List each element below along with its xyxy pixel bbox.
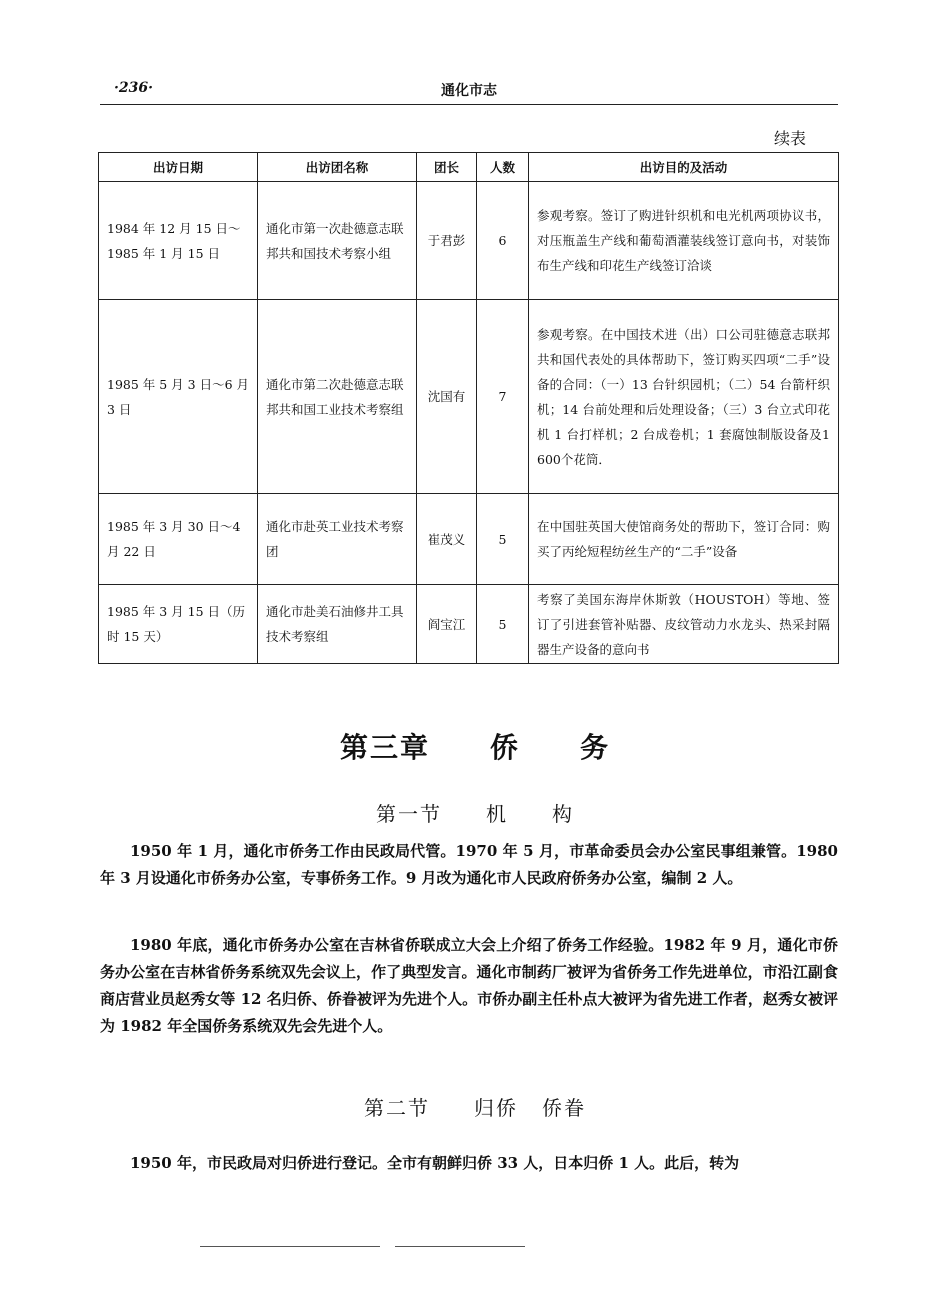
- column-header-activity: 出访目的及活动: [529, 153, 839, 182]
- table-continued-label: 续表: [774, 129, 807, 148]
- body-paragraph: 1950 年 1 月，通化市侨务工作由民政局代管。1970 年 5 月，市革命委员会办公室民事组兼管。1980 年 3 月设通化市侨务办公室，专事侨务工作。9 月改为通化市人民政府侨务办公室，编制 2 人。: [100, 842, 838, 887]
- cell-activity: 在中国驻英国大使馆商务处的帮助下，签订合同：购买了丙纶短程纺丝生产的“二手”设备: [529, 494, 839, 585]
- cell-leader: 崔茂义: [417, 494, 477, 585]
- section-heading-2: [0, 1092, 950, 1121]
- cell-date: 1985 年 3 月 15 日（历时 15 天）: [99, 585, 258, 664]
- scan-artifact-line: [200, 1246, 380, 1247]
- chapter-title-part-1: 侨: [489, 731, 520, 764]
- column-header-delegation: 出访团名称: [258, 153, 417, 182]
- cell-activity: 参观考察。在中国技术进（出）口公司驻德意志联邦共和国代表处的具体帮助下，签订购买四项“二手”设备的合同：（一）13 台针织园机；（二）54 台箭杆织机；14 台前处理和后处理设备；（三）3 台立式印花机 1 台打样机；2 台成卷机；1 套腐蚀制版设备及1 600个花筒．: [529, 300, 839, 494]
- table-row: [99, 300, 839, 494]
- table-row: [99, 182, 839, 300]
- cell-leader: 阎宝江: [417, 585, 477, 664]
- cell-date: 1984 年 12 月 15 日～1985 年 1 月 15 日: [99, 182, 258, 300]
- chapter-number: 第三章: [339, 731, 430, 764]
- page-number: ·236·: [114, 80, 153, 96]
- table-row: [99, 494, 839, 585]
- section-title-part-1: 机: [486, 802, 508, 826]
- section-title-part-2: 构: [552, 802, 574, 826]
- section-title-part-1: 归侨: [474, 1096, 518, 1120]
- cell-activity: 参观考察。签订了购进针织机和电光机两项协议书，对压瓶盖生产线和葡萄酒灌装线签订意向书，对装饰布生产线和印花生产线签订洽谈: [529, 182, 839, 300]
- body-paragraph: 1980 年底，通化市侨务办公室在吉林省侨联成立大会上介绍了侨务工作经验。1982 年 9 月，通化市侨务办公室在吉林省侨务系统双先会议上，作了典型发言。通化市制药厂被评为省侨务工作先进单位，市沿江副食商店营业员赵秀女等 12 名归侨、侨眷被评为先进个人。市侨办副主任朴点大被评为省先进工作者，赵秀女被评为 1982 年全国侨务系统双先会先进个人。: [100, 936, 838, 1035]
- table-header-row: [99, 153, 839, 182]
- running-title: 通化市志: [441, 83, 497, 99]
- cell-count: 5: [477, 494, 529, 585]
- section-title-part-2: 侨眷: [542, 1096, 586, 1120]
- chapter-title-part-2: 务: [580, 731, 611, 764]
- section-number: 第二节: [364, 1096, 430, 1120]
- scan-artifact-line: [395, 1246, 525, 1247]
- cell-date: 1985 年 3 月 30 日～4 月 22 日: [99, 494, 258, 585]
- visits-table: [98, 152, 839, 664]
- cell-delegation: 通化市第二次赴德意志联邦共和国工业技术考察组: [258, 300, 417, 494]
- column-header-leader: 团长: [417, 153, 477, 182]
- chapter-heading: [0, 726, 950, 766]
- column-header-date: 出访日期: [99, 153, 258, 182]
- cell-delegation: 通化市第一次赴德意志联邦共和国技术考察小组: [258, 182, 417, 300]
- cell-count: 5: [477, 585, 529, 664]
- cell-count: 7: [477, 300, 529, 494]
- table-row: [99, 585, 839, 664]
- column-header-count: 人数: [477, 153, 529, 182]
- cell-delegation: 通化市赴美石油修井工具技术考察组: [258, 585, 417, 664]
- cell-date: 1985 年 5 月 3 日～6 月 3 日: [99, 300, 258, 494]
- section-number: 第一节: [376, 802, 442, 826]
- cell-activity: 考察了美国东海岸休斯敦（HOUSTOH）等地、签订了引进套管补贴器、皮纹管动力水龙头、热采封隔器生产设备的意向书: [529, 585, 839, 664]
- cell-count: 6: [477, 182, 529, 300]
- cell-leader: 沈国有: [417, 300, 477, 494]
- cell-leader: 于君彭: [417, 182, 477, 300]
- body-paragraph: 1950 年，市民政局对归侨进行登记。全市有朝鲜归侨 33 人，日本归侨 1 人。此后，转为: [130, 1154, 740, 1172]
- cell-delegation: 通化市赴英工业技术考察团: [258, 494, 417, 585]
- section-heading-1: [0, 798, 950, 827]
- page-header: [100, 74, 838, 105]
